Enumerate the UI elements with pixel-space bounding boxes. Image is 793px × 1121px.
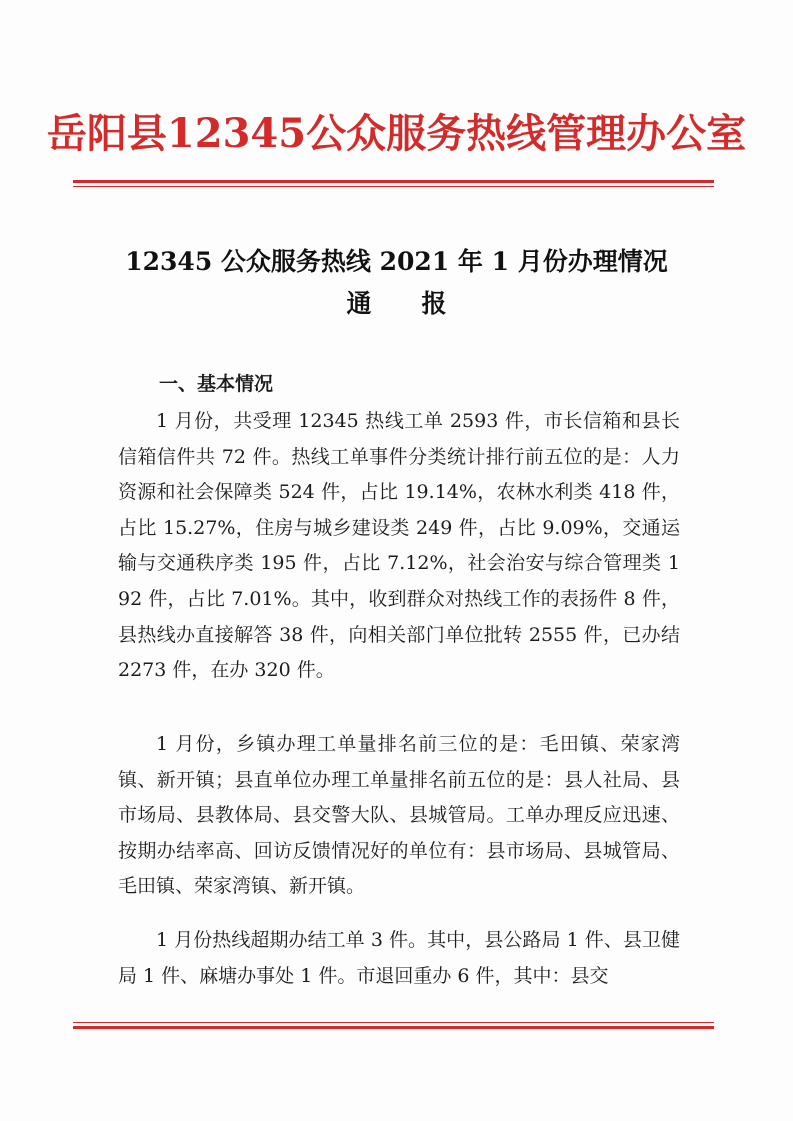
paragraph-text: 1 月份，共受理 12345 热线工单 2593 件，市长信箱和县长信箱信件共 72 件。热线工单事件分类统计排行前五位的是：人力资源和社会保障类 524 件，占比 19.14%，农林水利类 418 件，占比 15.27%，住房与城乡建设类 249 件，占比 9.09%，交通运输与交通秩序类 195 件，占比 7.12%，社会治安与综合管理类 192 件，占比 7.01%。其中，收到群众对热线工作的表扬件 8 件，县热线办直接解答 38 件，向相关部门单位批转 2555 件，已办结 2273 件，在办 320 件。	[118, 410, 680, 682]
section-heading: 一、基本情况	[159, 373, 274, 395]
document-title-line1: 12345 公众服务热线 2021 年 1 月份办理情况	[125, 247, 668, 276]
masthead-rule-thick	[73, 180, 714, 183]
paragraph-text: 1 月份，乡镇办理工单量排名前三位的是：毛田镇、荣家湾镇、新开镇；县直单位办理工单量排名前五位的是：县人社局、县市场局、县教体局、县交警大队、县城管局。工单办理反应迅速、按期办结率高、回访反馈情况好的单位有：县市场局、县城管局、毛田镇、荣家湾镇、新开镇。	[118, 733, 680, 898]
footer-rule-thick	[73, 1026, 714, 1029]
footer-rule-thin	[73, 1022, 714, 1023]
paragraph-2	[118, 727, 680, 905]
paragraph-3	[118, 923, 680, 994]
paragraph-1	[118, 404, 680, 689]
masthead-org-name: 岳阳县12345公众服务热线管理办公室	[46, 110, 747, 157]
document-title-line2: 通报	[346, 289, 497, 318]
masthead-rule-thin	[73, 186, 714, 187]
paragraph-text: 1 月份热线超期办结工单 3 件。其中，县公路局 1 件、县卫健局 1 件、麻塘办事处 1 件。市退回重办 6 件，其中：县交	[118, 929, 680, 987]
